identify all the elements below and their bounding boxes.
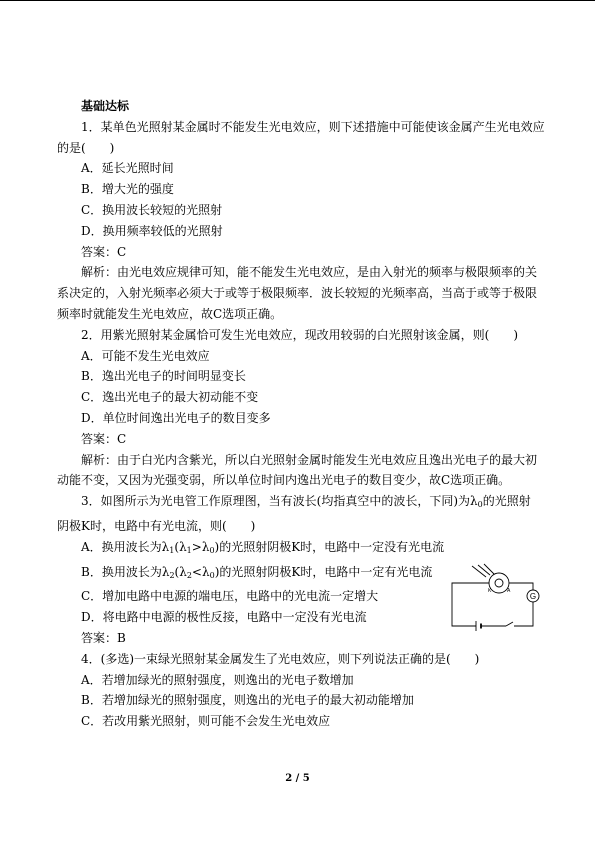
lambda-symbol: λ: [161, 539, 170, 554]
cathode-label: K: [488, 588, 492, 594]
q3-option-a-text-4: )的光照射阴极K时，电路中一定没有光电流: [214, 539, 445, 554]
subscript-1: 1: [169, 545, 175, 555]
q3-option-b-text-2: (: [174, 564, 180, 579]
q3-stem-line-2: 阴极K时，电路中有光电流，则( ): [57, 518, 256, 533]
q3-stem-line-1: [57, 491, 542, 516]
light-ray: [478, 565, 490, 575]
circuit-wire: [509, 583, 533, 590]
photocell-circuit-diagram: [450, 563, 540, 635]
subscript-2: 2: [169, 570, 175, 580]
q2-analysis-line-1: 解析：由于白光内含紫光，所以白光照射金属时能发生光电效应且逸出光电子的最大初: [81, 452, 538, 467]
circuit-wire: [514, 602, 533, 626]
lambda-symbol: λ: [201, 564, 210, 579]
q1-analysis-line-2: 系决定的，入射光频率必须大于或等于极限频率．波长较短的光频率高，当高于或等于极限: [57, 286, 538, 301]
q3-answer: 答案：B: [81, 630, 126, 645]
subscript-1: 1: [186, 545, 192, 555]
q2-option-c: C．逸出光电子的最大初动能不变: [81, 390, 259, 405]
q4-option-a: A．若增加绿光的照射强度，则逸出的光电子数增加: [81, 672, 354, 687]
q1-option-c: C．换用波长较短的光照射: [81, 202, 223, 217]
q4-stem: 4．(多选)一束绿光照射某金属发生了光电效应，则下列说法正确的是( ): [81, 651, 480, 666]
lambda-symbol: λ: [201, 539, 210, 554]
q1-option-b: B．增大光的强度: [81, 182, 174, 197]
q2-option-d: D．单位时间逸出光电子的数目变多: [81, 410, 271, 425]
q3-stem-text-b: 的光照射: [482, 494, 531, 509]
circuit-wire: [452, 583, 489, 626]
q3-option-b-text-4: )的光照射阴极K时，电路中一定有光电流: [214, 564, 433, 579]
q3-option-a: [57, 537, 542, 562]
q1-analysis-line-1: 解析：由光电效应规律可知，能不能发生光电效应，是由入射光的频率与极限频率的关: [81, 265, 538, 280]
subscript-0: 0: [477, 500, 483, 510]
document-body: [57, 96, 545, 732]
q3-option-a-text-2: (: [174, 539, 180, 554]
section-title: 基础达标: [81, 99, 130, 113]
subscript-0: 0: [209, 570, 215, 580]
q1-analysis-line-3: 频率时就能发生光电效应，故C选项正确。: [57, 306, 283, 321]
q2-answer: 答案：C: [81, 431, 127, 446]
q1-option-a: A．延长光照时间: [81, 161, 174, 176]
page-number: 2 / 5: [285, 773, 310, 784]
switch-lever: [506, 622, 513, 626]
lambda-symbol: λ: [161, 564, 170, 579]
q2-stem: 2．用紫光照射某金属恰可发生光电效应，现改用较弱的白光照射该金属，则( ): [81, 327, 519, 342]
galvanometer-label: G: [529, 592, 537, 601]
q4-option-b: B．若增加绿光的照射强度，则逸出的光电子的最大初动能增加: [81, 693, 414, 708]
q2-option-a: A．可能不发生光电效应: [81, 348, 210, 363]
light-ray: [472, 566, 486, 577]
q3-option-a-text-1: A．换用波长为: [81, 539, 162, 554]
page-top-rule: [0, 0, 595, 1]
q2-option-b: B．逸出光电子的时间明显变长: [81, 369, 246, 384]
q3-stem-text-a: 3．如图所示为光电管工作原理图，当有波长(均指真空中的波长，下同)为: [81, 494, 471, 509]
photocell-bulb: [489, 573, 509, 593]
q1-stem-line-1: 1．某单色光照射某金属时不能发生光电效应，则下述措施中可能使该金属产生光电效应: [81, 119, 545, 134]
q3-option-b-text-3: <: [191, 564, 202, 579]
q3-option-a-text-3: >: [191, 539, 202, 554]
q4-option-c: C．若改用紫光照射，则可能不会发生光电效应: [81, 714, 331, 729]
q3-option-c: C．增加电路中电源的端电压，电路中的光电流一定增大: [81, 589, 379, 604]
lambda-symbol: λ: [470, 494, 478, 509]
q1-stem-line-2: 的是( ): [57, 140, 115, 155]
subscript-2: 2: [186, 570, 192, 580]
anode: [495, 579, 503, 587]
anode-label: A: [507, 588, 511, 594]
subscript-0: 0: [209, 545, 215, 555]
light-ray: [484, 564, 494, 574]
lambda-symbol: λ: [179, 539, 187, 554]
q3-option-d: D．将电路中电源的极性反接，电路中一定没有光电流: [81, 610, 367, 625]
q3-option-b-text-1: B．换用波长为: [81, 564, 162, 579]
q1-answer: 答案：C: [81, 244, 127, 259]
q2-analysis-line-2: 动能不变，又因为光强变弱，所以单位时间内逸出光电子的数目变少，故C选项正确。: [57, 473, 511, 488]
q1-option-d: D．换用频率较低的光照射: [81, 223, 223, 238]
lambda-symbol: λ: [179, 564, 187, 579]
